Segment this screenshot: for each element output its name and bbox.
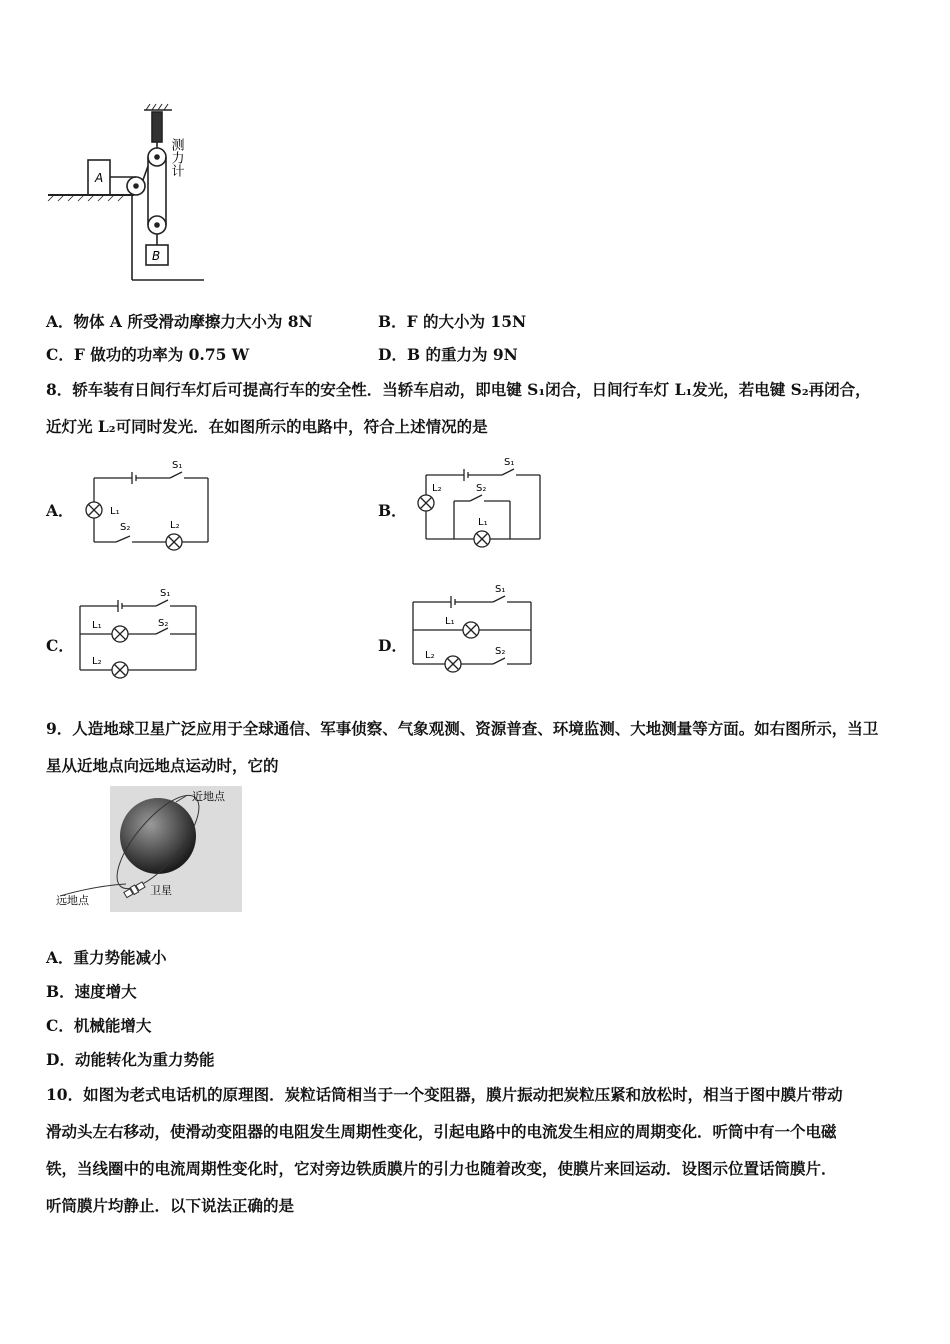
lamp-l2-label: L₂ [92, 656, 102, 667]
q8-stem-line2: 近灯光 L₂可同时发光．在如图所示的电路中，符合上述情况的是 [46, 417, 488, 436]
switch-s2-label: S₂ [476, 483, 487, 494]
q7-option-c: C．F 做功的功率为 0.75 W [46, 345, 250, 364]
satellite-figure [54, 786, 242, 912]
lamp-l1-label: L₁ [92, 620, 102, 631]
lamp-l1-label: L₁ [478, 517, 488, 528]
earth-image [120, 798, 196, 874]
switch-s2-label: S₂ [120, 522, 131, 533]
meter-label: 测力计 [168, 138, 184, 177]
q9-option-c: C．机械能增大 [46, 1016, 152, 1035]
switch-s1-label: S₁ [160, 588, 171, 599]
q8-option-b-label: B． [378, 501, 407, 520]
q9-option-a: A．重力势能减小 [46, 948, 167, 967]
block-b-label: B [152, 249, 161, 263]
switch-s2-label: S₂ [158, 618, 169, 629]
q7-option-a: A．物体 A 所受滑动摩擦力大小为 8N [46, 312, 313, 331]
circuit-d [405, 582, 540, 682]
block-a-label: A [95, 171, 104, 185]
circuit-b [410, 455, 550, 550]
switch-s1-label: S₁ [172, 460, 183, 471]
switch-s2-label: S₂ [495, 646, 506, 657]
satellite-label: 卫星 [150, 884, 172, 897]
q10-stem-line2: 滑动头左右移动，使滑动变阻器的电阻发生周期性变化，引起电路中的电流发生相应的周期变化．听筒中有一个电磁 [46, 1122, 837, 1141]
q9-option-b: B．速度增大 [46, 982, 137, 1001]
q9-option-d: D．动能转化为重力势能 [46, 1050, 215, 1069]
lamp-l2-label: L₂ [432, 483, 442, 494]
circuit-c [72, 586, 202, 686]
lamp-l1-label: L₁ [445, 616, 455, 627]
q10-stem-line3: 铁，当线圈中的电流周期性变化时，它对旁边铁质膜片的引力也随着改变，使膜片来回运动．设图示位置话筒膜片． [46, 1159, 837, 1178]
q8-option-c-label: C． [46, 636, 74, 655]
q9-stem-line2: 星从近地点向远地点运动时，它的 [46, 756, 279, 775]
lamp-l2-label: L₂ [425, 650, 435, 661]
lamp-l2-label: L₂ [170, 520, 180, 531]
q7-option-d: D．B 的重力为 9N [378, 345, 518, 364]
switch-s1-label: S₁ [495, 584, 506, 595]
pulley-figure [44, 100, 214, 290]
lamp-l1-label: L₁ [110, 506, 120, 517]
circuit-a [78, 458, 218, 553]
q7-option-b: B．F 的大小为 15N [378, 312, 527, 331]
q10-stem-line1: 10．如图为老式电话机的原理图．炭粒话筒相当于一个变阻器，膜片振动把炭粒压紧和放松时，相当于图中膜片带动 [46, 1085, 843, 1104]
near-point-label: 近地点 [192, 790, 225, 803]
q8-option-d-label: D． [378, 636, 407, 655]
q8-stem-line1: 8．轿车装有日间行车灯后可提高行车的安全性．当轿车启动，即电键 S₁闭合，日间行车灯 L₁发光，若电键 S₂再闭合， [46, 380, 871, 399]
q9-stem-line1: 9．人造地球卫星广泛应用于全球通信、军事侦察、气象观测、资源普查、环境监测、大地测量等方面。如右图所示，当卫 [46, 719, 879, 738]
q10-stem-line4: 听筒膜片均静止．以下说法正确的是 [46, 1196, 295, 1215]
q8-option-a-label: A． [46, 501, 74, 520]
far-point-label: 远地点 [56, 894, 89, 907]
switch-s1-label: S₁ [504, 457, 515, 468]
